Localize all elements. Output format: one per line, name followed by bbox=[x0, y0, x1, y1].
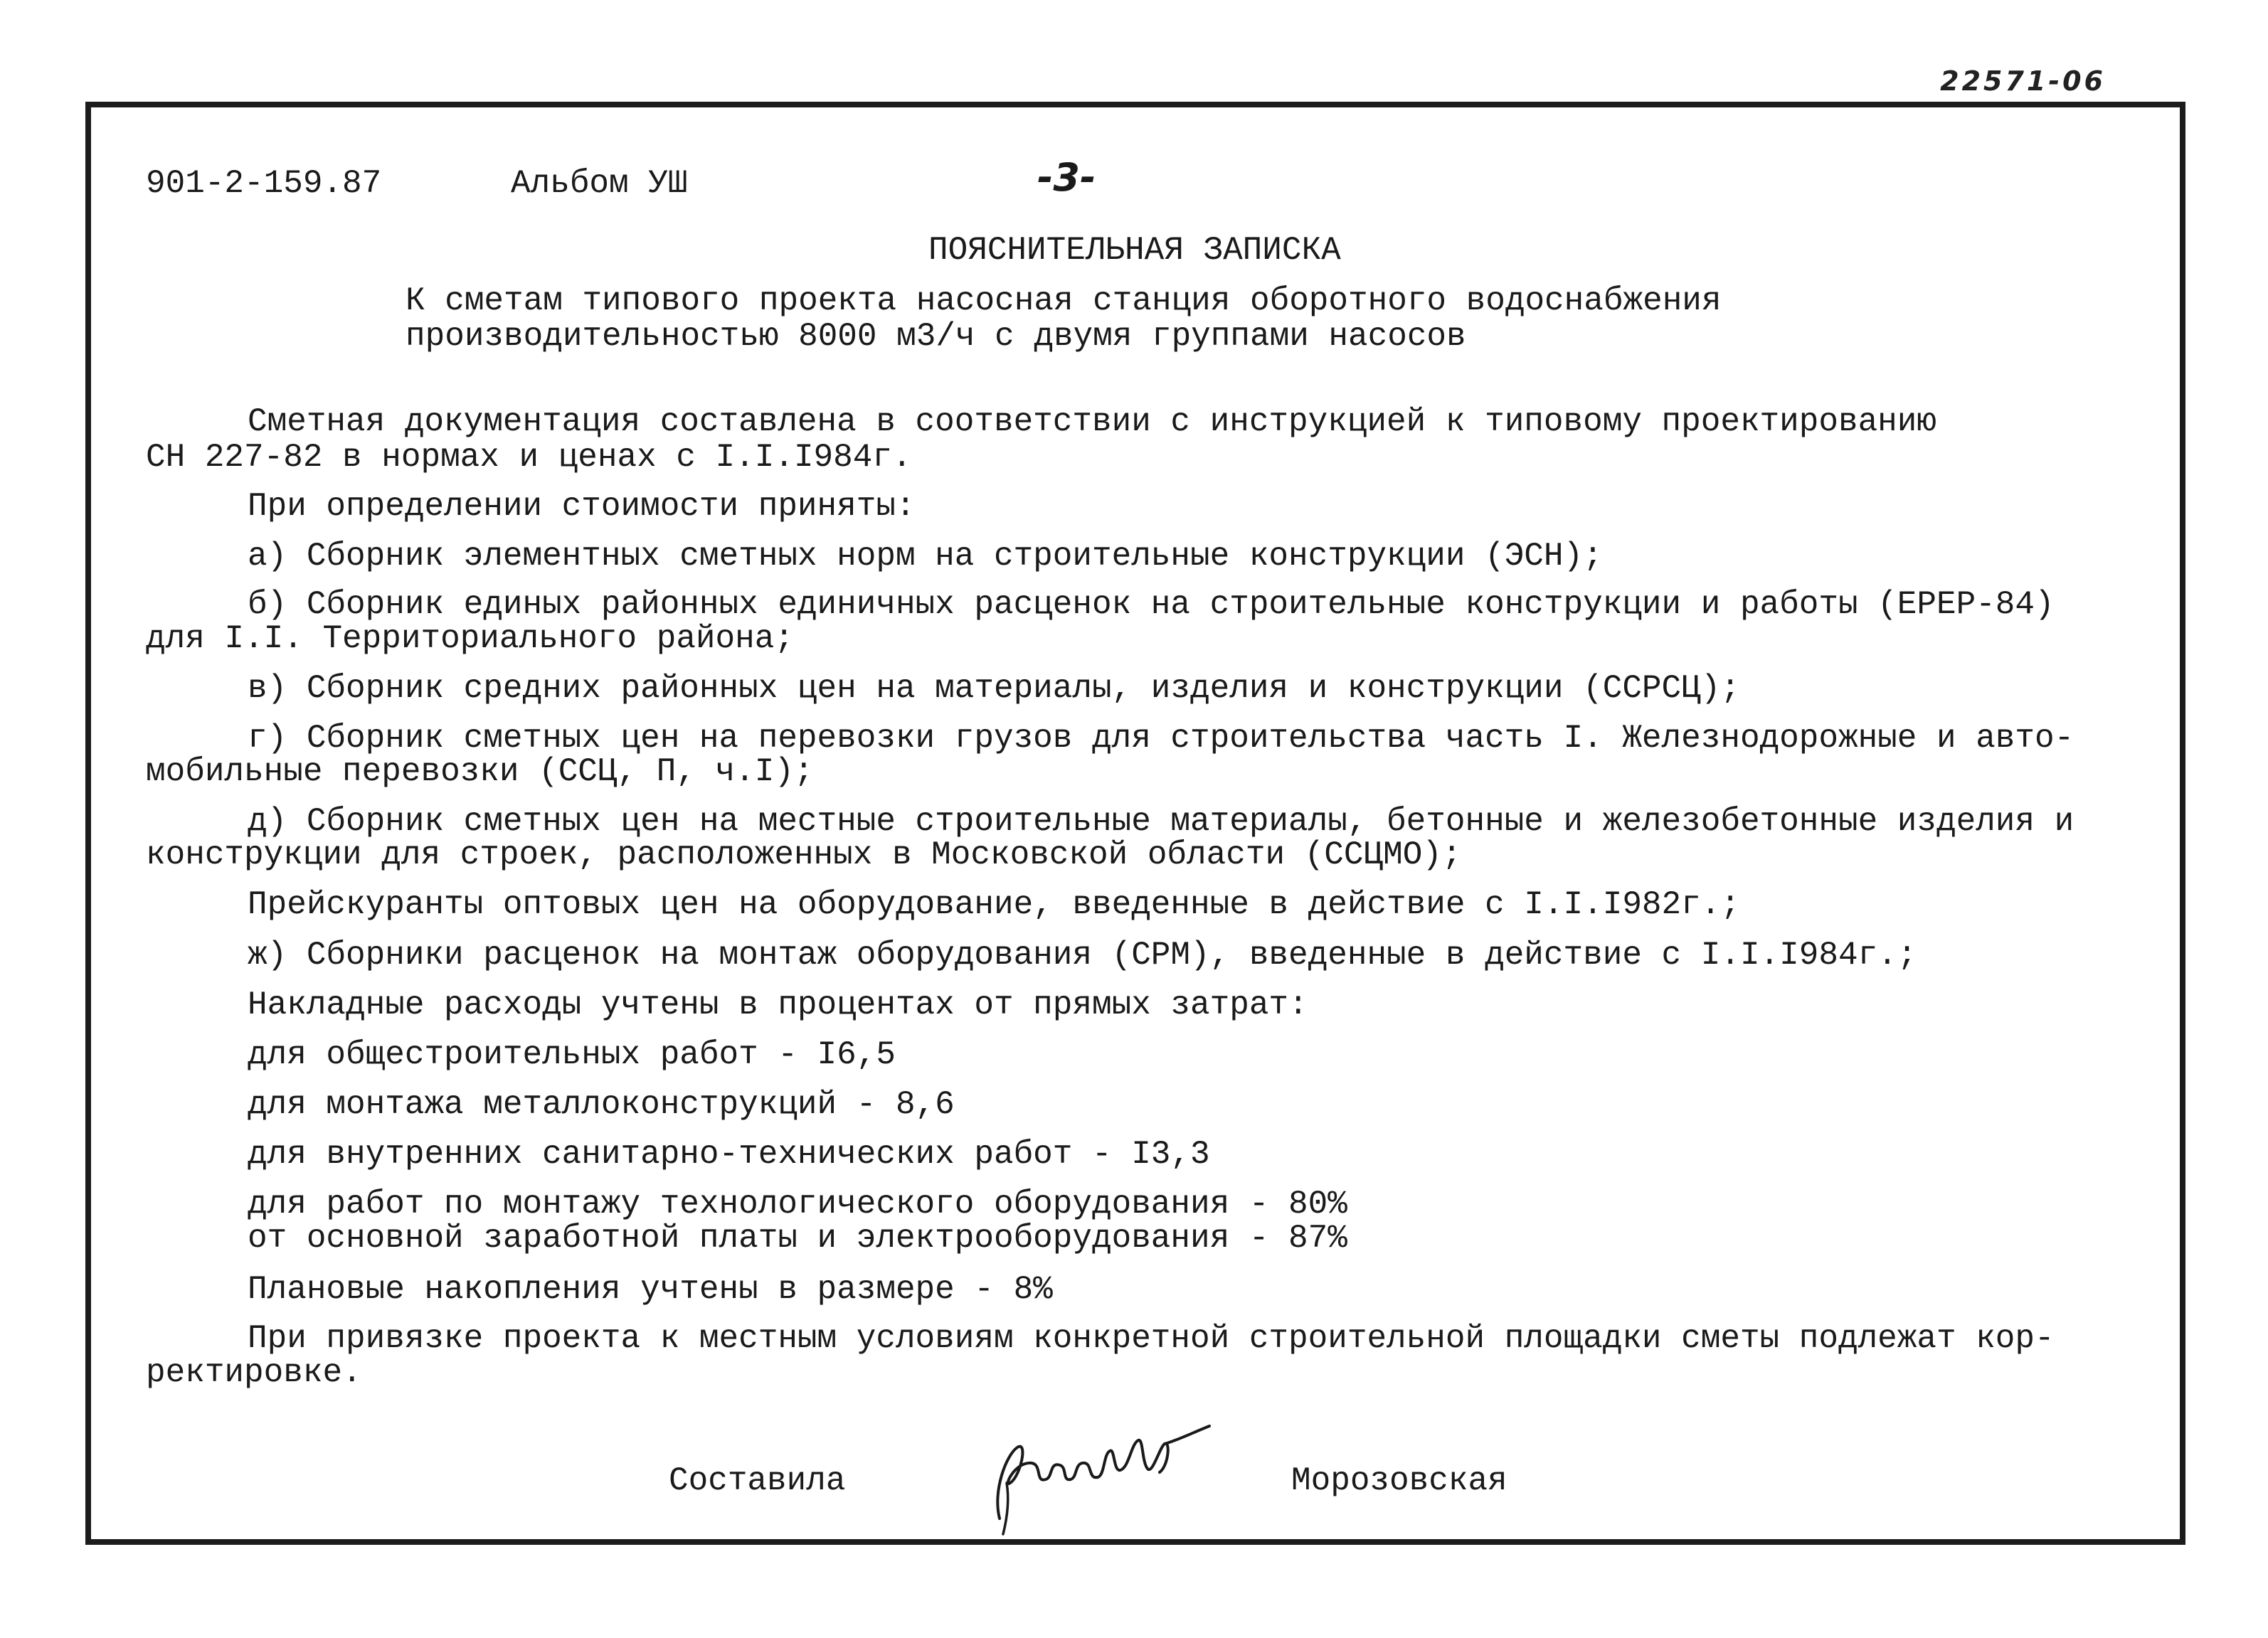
list-item-zh: ж) Сборники расценок на монтаж оборудования (СРМ), введенные в действие с I.I.I984г.; bbox=[248, 937, 1917, 974]
body-line: для I.I. Территориального района; bbox=[146, 620, 794, 657]
document-title: ПОЯСНИТЕЛЬНАЯ ЗАПИСКА bbox=[928, 232, 1341, 269]
body-line: Плановые накопления учтены в размере - 8% bbox=[248, 1271, 1053, 1308]
overhead-rate-line: для общестроительных работ - I6,5 bbox=[248, 1036, 896, 1073]
body-line: При определении стоимости приняты: bbox=[248, 488, 916, 525]
signature-label: Составила bbox=[669, 1462, 846, 1499]
overhead-rate-line: от основной заработной платы и электрооборудования - 87% bbox=[248, 1220, 1347, 1257]
list-item-a: а) Сборник элементных сметных норм на строительные конструкции (ЭСН); bbox=[248, 538, 1603, 575]
overhead-rate-line: для монтажа металлоконструкций - 8,6 bbox=[248, 1086, 955, 1123]
list-item-v: в) Сборник средних районных цен на материалы, изделия и конструкции (ССРСЦ); bbox=[248, 670, 1740, 707]
album-label: Альбом УШ bbox=[511, 165, 688, 202]
handwritten-signature bbox=[978, 1412, 1234, 1540]
overhead-rate-line: для работ по монтажу технологического оборудования - 80% bbox=[248, 1186, 1347, 1223]
signature-name: Морозовская bbox=[1291, 1462, 1507, 1499]
body-line: ректировке. bbox=[146, 1354, 362, 1391]
overhead-rate-line: для внутренних санитарно-технических работ - I3,3 bbox=[248, 1136, 1210, 1173]
body-line: При привязке проекта к местным условиям конкретной строительной площадки сметы подлежат кор- bbox=[248, 1320, 2055, 1357]
corner-document-number: 22571-06 bbox=[1940, 65, 2106, 97]
list-item-g: г) Сборник сметных цен на перевозки грузов для строительства часть I. Железнодорожные и авто- bbox=[248, 720, 2074, 757]
subtitle-line: производительностью 8000 м3/ч с двумя группами насосов bbox=[406, 318, 1466, 355]
body-line: СН 227-82 в нормах и ценах с I.I.I984г. bbox=[146, 439, 912, 476]
subtitle-line: К сметам типового проекта насосная станция оборотного водоснабжения bbox=[406, 282, 1722, 319]
body-line: конструкции для строек, расположенных в Московской области (ССЦМО); bbox=[146, 836, 1462, 873]
document-code: 901-2-159.87 bbox=[146, 165, 382, 202]
body-line: мобильные перевозки (ССЦ, П, ч.I); bbox=[146, 753, 814, 790]
body-line: Сметная документация составлена в соответствии с инструкцией к типовому проектированию bbox=[248, 403, 1936, 440]
body-line: Накладные расходы учтены в процентах от прямых затрат: bbox=[248, 986, 1308, 1023]
list-item-d: д) Сборник сметных цен на местные строительные материалы, бетонные и железобетонные изделия и bbox=[248, 803, 2074, 840]
page-number: -3- bbox=[1037, 155, 1096, 200]
body-line: Прейскуранты оптовых цен на оборудование, введенные в действие с I.I.I982г.; bbox=[248, 886, 1740, 923]
list-item-b: б) Сборник единых районных единичных расценок на строительные конструкции и работы (ЕРЕР-84) bbox=[248, 586, 2055, 623]
